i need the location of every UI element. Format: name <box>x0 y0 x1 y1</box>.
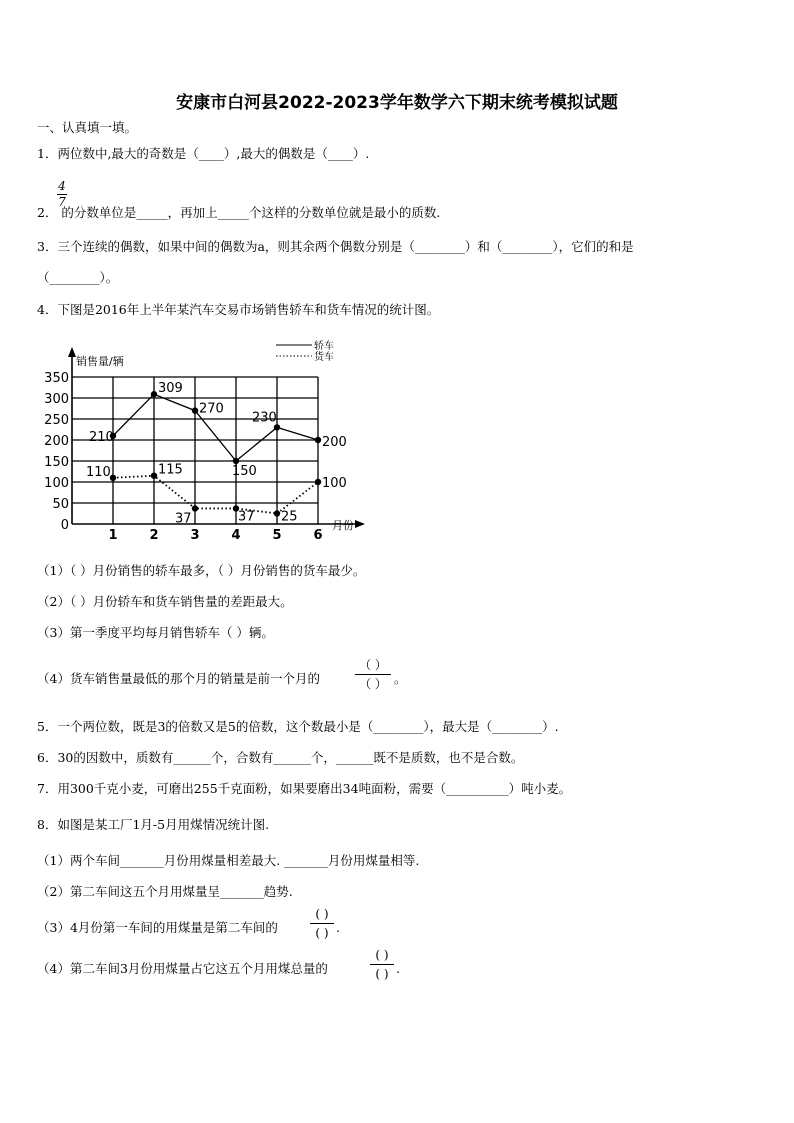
y-tick-label: 50 <box>52 497 69 512</box>
q8-sub3-fraction <box>310 906 334 941</box>
legend-label: 轿车 <box>314 341 334 352</box>
y-tick-label: 150 <box>44 455 69 470</box>
question-8-sub1: （1）两个车间_______月份用煤量相差最大. _______月份用煤量相等. <box>37 853 420 868</box>
data-label: 309 <box>158 381 183 397</box>
data-label: 37 <box>175 511 192 527</box>
data-label: 110 <box>86 464 111 480</box>
y-tick-label: 250 <box>44 413 69 428</box>
data-label: 210 <box>89 429 114 445</box>
q4-sub4-denominator: （ ） <box>359 677 387 691</box>
data-point <box>151 473 157 479</box>
y-tick-label: 300 <box>44 392 69 407</box>
question-3-line2: （________）。 <box>37 270 119 285</box>
question-8-sub3: （3）4月份第一车间的用煤量是第二车间的 <box>37 920 278 935</box>
data-point <box>315 479 321 485</box>
x-tick-label: 2 <box>149 528 159 543</box>
data-label: 150 <box>232 464 257 479</box>
q8-sub3-numerator: ( ) <box>315 907 329 921</box>
q4-sub4-fraction <box>355 657 391 692</box>
data-point <box>274 510 280 516</box>
y-tick-label: 200 <box>44 434 69 449</box>
x-axis-arrow <box>355 520 365 528</box>
y-tick-label: 0 <box>60 518 69 533</box>
question-8-sub4: （4）第二车间3月份用煤量占它这五个月用煤总量的 <box>37 961 328 976</box>
data-point <box>151 391 157 397</box>
chart-legend <box>276 340 334 363</box>
data-label: 100 <box>322 476 347 491</box>
q8-sub4-denominator: ( ) <box>375 967 389 981</box>
q2-fraction-denominator: 7 <box>58 195 66 209</box>
question-7: 7．用300千克小麦，可磨出255千克面粉，如果要磨出34吨面粉，需要（__________）吨小麦。 <box>37 781 572 796</box>
q8-sub3-bar <box>310 923 334 924</box>
q8-sub4-fraction <box>370 947 394 982</box>
question-4-sub1: （1）（ ）月份销售的轿车最多，（ ）月份销售的货车最少。 <box>37 563 366 578</box>
question-6: 6．30的因数中，质数有______个，合数有______个，______既不是质数，也不是合数。 <box>37 750 524 765</box>
q2-fraction-numerator: 4 <box>58 179 66 193</box>
question-8-sub2: （2）第二车间这五个月用煤量呈_______趋势. <box>37 884 293 899</box>
q8-sub4-end: . <box>396 961 400 976</box>
data-label: 115 <box>158 462 183 478</box>
q8-sub3-end: . <box>336 920 340 935</box>
data-label: 25 <box>281 509 298 525</box>
x-axis-title: 月份 <box>332 519 354 532</box>
page-title: 安康市白河县2022-2023学年数学六下期末统考模拟试题 <box>176 93 618 113</box>
question-8-intro: 8．如图是某工厂1月-5月用煤情况统计图. <box>37 817 270 832</box>
data-label: 37 <box>238 509 255 525</box>
q4-sub4-end: 。 <box>394 671 407 686</box>
x-tick-label: 5 <box>272 528 282 543</box>
data-point <box>192 407 198 413</box>
data-point <box>315 437 321 443</box>
question-4-sub4: （4）货车销售量最低的那个月的销量是前一个月的 <box>37 671 320 686</box>
q8-sub4-numerator: ( ) <box>375 948 389 962</box>
question-4-sub3: （3）第一季度平均每月销售轿车（ ）辆。 <box>37 625 274 640</box>
q4-sub4-numerator: （ ） <box>359 658 387 672</box>
y-axis-arrow <box>68 347 76 357</box>
question-4-sub2: （2）（ ）月份轿车和货车销售量的差距最大。 <box>37 594 293 609</box>
legend-label: 货车 <box>314 352 334 363</box>
x-tick-label: 4 <box>231 528 241 543</box>
q8-sub3-denominator: ( ) <box>315 926 329 940</box>
data-label: 230 <box>252 410 277 426</box>
question-5: 5．一个两位数，既是3的倍数又是5的倍数，这个数最小是（________），最大是（________）. <box>37 719 559 734</box>
chart-ticks <box>44 354 354 543</box>
section-heading: 一、认真填一填。 <box>37 120 138 135</box>
q4-sub4-bar <box>355 674 391 675</box>
question-4-intro: 4．下图是2016年上半年某汽车交易市场销售轿车和货车情况的统计图。 <box>37 302 440 317</box>
chart-data-labels <box>86 381 347 526</box>
data-label: 270 <box>199 401 224 417</box>
y-axis-title: 销售量/辆 <box>76 355 124 368</box>
question-1: 1．两位数中,最大的奇数是（____）,最大的偶数是（____）. <box>37 146 370 161</box>
x-tick-label: 3 <box>190 528 200 543</box>
question-3-line1: 3．三个连续的偶数，如果中间的偶数为a，则其余两个偶数分别是（________）和（________），它们的和是 <box>37 239 634 254</box>
q8-sub4-bar <box>370 964 394 965</box>
y-tick-label: 350 <box>44 371 69 386</box>
chart-grid <box>72 377 318 527</box>
data-point <box>192 505 198 511</box>
question-2: 2． 的分数单位是_____，再加上_____个这样的分数单位就是最小的质数. <box>37 205 441 220</box>
sales-line-chart <box>30 335 380 545</box>
x-tick-label: 6 <box>313 528 323 543</box>
x-tick-label: 1 <box>108 528 118 543</box>
y-tick-label: 100 <box>44 476 69 491</box>
data-label: 200 <box>322 435 347 450</box>
